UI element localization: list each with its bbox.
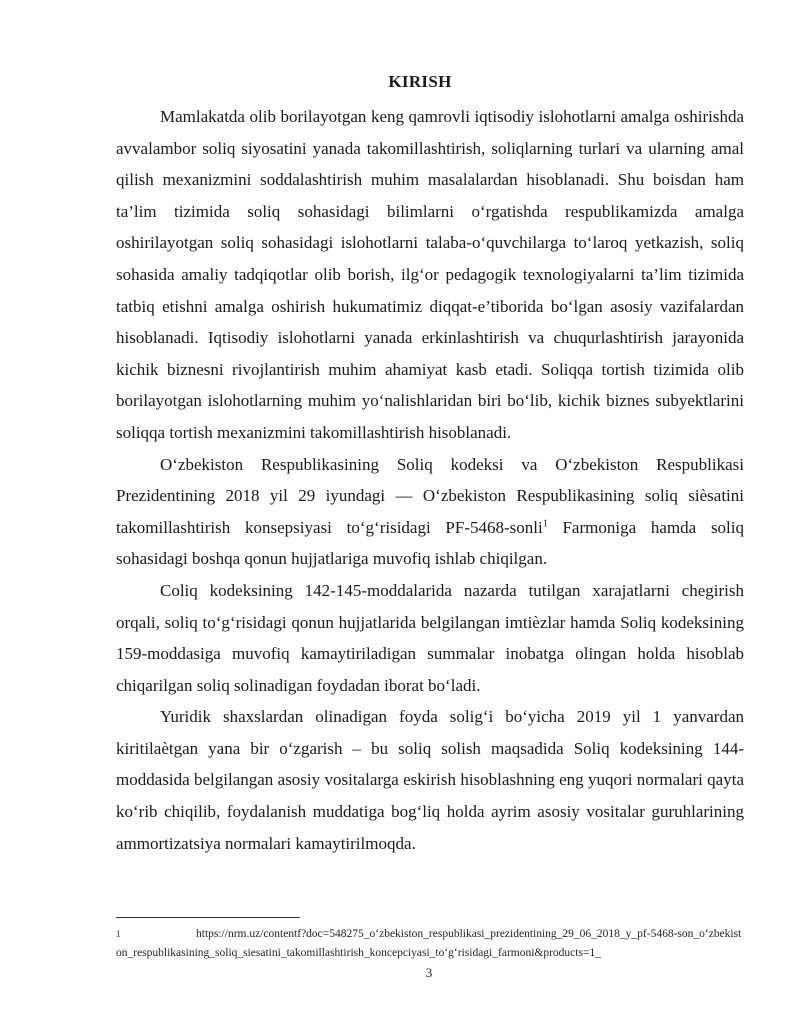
footnote: [116, 925, 744, 963]
paragraph-2-tail: Farmoniga hamda soliq sohasidagi boshqa qonun hujjatlariga muvofiq ishlab chiqilgan.: [116, 517, 745, 569]
paragraph-1: Mamlakatda olib borilayotgan keng qamrovli iqtisodiy islohotlarni amalga oshirishda avvalambor soliq siyosatini yanada takomillashtirish, soliqlarning turlari va ularning amal qilish mexanizmini soddalashtirish muhim masalalardan hisoblanadi. Shu boisdan ham ta’lim tizimida soliq sohasidagi bilimlarni o‘rgatishda respublikamizda amalga oshirilayotgan soliq sohasidagi islohotlarni talaba-o‘quvchilarga to‘laroq yetkazish, soliq sohasida amaliy tadqiqotlar olib borish, ilg‘or pedagogik texnologiyalarni ta’lim tizimida tatbiq etishni amalga oshirish hukumatimiz diqqat-e’tiborida bo‘lgan asosiy vazifalardan hisoblanadi. Iqtisodiy islohotlarni yanada erkinlashtirish va chuqurlashtirish jarayonida kichik biznesni rivojlantirish muhim ahamiyat kasb etadi. Soliqqa tortish tizimida olib borilayotgan islohotlarning muhim yo‘nalishlaridan biri bo‘lib, kichik biznes subyektlarini soliqqa tortish mexanizmini takomillashtirish hisoblanadi.: [116, 107, 744, 442]
paragraph-2-text: O‘zbekiston Respublikasining Soliq kodeksi va O‘zbekiston Respublikasi Prezidentining 2018 yil 29 iyundagi ― O‘zbekiston Respublikasining soliq siѐsatini takomillashtirish konsepsiyasi to‘g‘risidagi PF-5468-sonli: [116, 454, 744, 537]
paragraph-2: [116, 449, 744, 575]
footnote-link[interactable]: https://nrm.uz/contentf?doc=548275_o‘zbekiston_respublikasi_prezidentining_29_06_2018_y_pf-5468-son_o‘zbekiston_respublikasining_soliq_siesatini_takomillashtirish_koncepciyasi_to‘g‘risidagi_farmoni&products=1_: [116, 928, 742, 959]
footnote-mark: 1: [116, 929, 121, 939]
footnote-reference[interactable]: 1: [542, 518, 548, 530]
body-text: [116, 101, 744, 859]
section-title: KIRISH: [388, 72, 452, 91]
paragraph-3: Coliq kodeksining 142-145-moddalarida nazarda tutilgan xarajatlarni chegirish orqali, soliq to‘g‘risidagi qonun hujjatlarida belgilangan imtiѐzlar hamda Soliq kodeksining 159-moddasiga muvofiq kamaytiriladigan summalar inobatga olingan holda hisoblab chiqarilgan soliq solinadigan foydadan iborat bo‘ladi.: [116, 580, 744, 695]
paragraph-4: Yuridik shaxslardan olinadigan foyda solig‘i bo‘yicha 2019 yil 1 yanvardan kiritilaѐtgan yana bir o‘zgarish – bu soliq solish maqsadida Soliq kodeksining 144-moddasida belgilangan asosiy vositalarga eskirish hisoblashning eng yuqori normalari qayta ko‘rib chiqilib, foydalanish muddatiga bog‘liq holda ayrim asosiy vositalar guruhlarining ammortizatsiya normalari kamaytirilmoqda.: [116, 707, 744, 853]
footnote-divider: [116, 917, 300, 918]
page-number: 3: [425, 965, 433, 980]
